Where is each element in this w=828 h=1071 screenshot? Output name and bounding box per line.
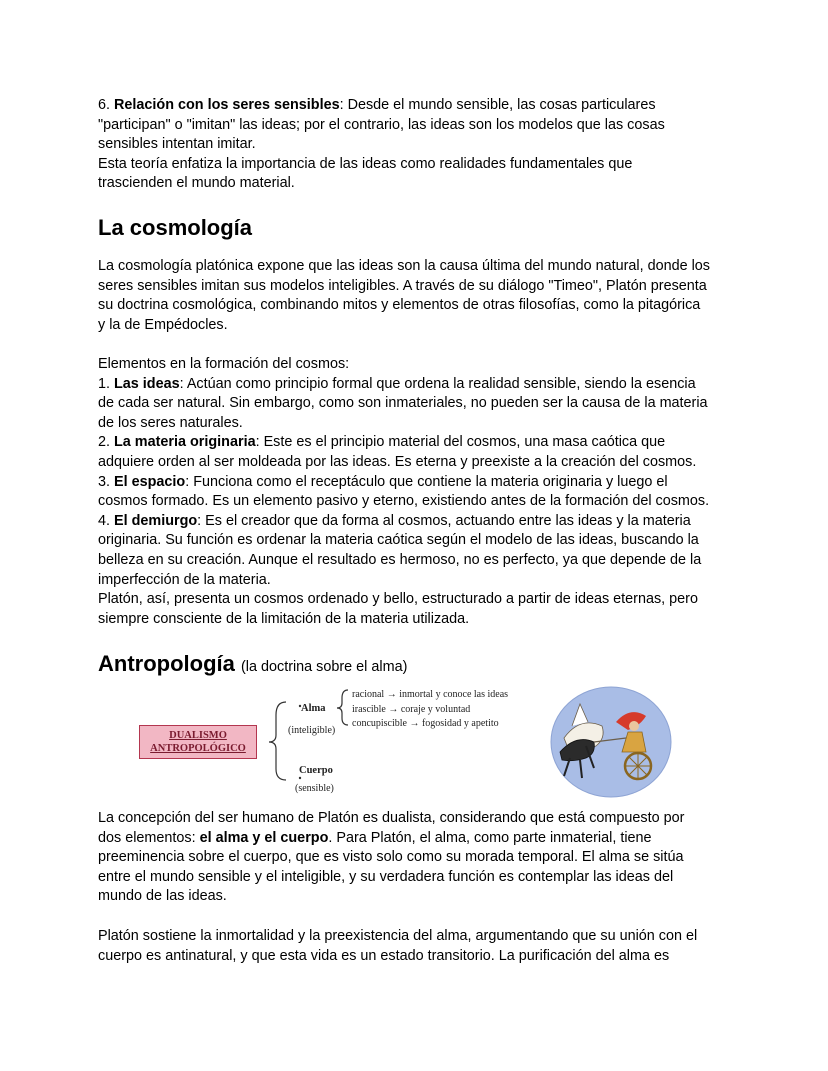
- dualism-label-box: DUALISMO ANTROPOLÓGICO: [139, 725, 257, 759]
- list-item: 3. El espacio: Funciona como el receptáculo que contiene la materia originaria y luego el: [98, 473, 668, 490]
- section-heading-antropologia: Antropología (la doctrina sobre el alma): [98, 651, 408, 676]
- item-number: 6.: [98, 97, 111, 113]
- soul-part-racional: racional → inmortal y conoce las ideas: [352, 689, 509, 700]
- list-item: 4. El demiurgo: Es el creador que da forma al cosmos, actuando entre las ideas y la materia: [98, 512, 691, 529]
- bold-term: Relación con los seres sensibles: [114, 97, 340, 113]
- antropologia-paragraph-1: La concepción del ser humano de Platón es dualista, considerando que está compuesto por dos elementos: el alma y el cuerpo. Para Platón, el alma, como parte inmaterial, tiene preeminencia sobre el cuerpo, que es visto solo como su morada temporal. El alma se sitúa entre el mundo sensible y el inteligible, y su verdadera función es contemplar las ideas del mundo de las ideas.: [98, 810, 685, 905]
- intro-paragraph: 6. Relación con los seres sensibles: Desde el mundo sensible, las cosas particulares "participan" o "imitan" las ideas; por el contrario, las ideas son los modelos que las cosas sensibles intentan imitar. Esta teoría enfatiza la importancia de las ideas como realidades fundamentales que trascienden el mundo material.: [98, 97, 665, 192]
- cuerpo-label: Cuerpo: [299, 765, 333, 776]
- soul-part-concupiscible: concupiscible → fogosidad y apetito: [352, 718, 499, 729]
- soul-part-irascible: irascible → coraje y voluntad: [352, 704, 471, 715]
- alma-label: Alma: [301, 703, 326, 714]
- section-heading-cosmologia: La cosmología: [98, 215, 253, 240]
- winged-chariot-illustration: [550, 686, 672, 798]
- dualism-diagram: [130, 680, 560, 805]
- list-heading: Elementos en la formación del cosmos:: [98, 356, 350, 372]
- alma-sublabel: (inteligible): [288, 725, 336, 736]
- section-subtitle: (la doctrina sobre el alma): [241, 659, 408, 675]
- list-item: 2. La materia originaria: Este es el principio material del cosmos, una masa caótica que: [98, 434, 666, 451]
- cosmologia-intro-paragraph: La cosmología platónica expone que las ideas son la causa última del mundo natural, donde los seres sensibles imitan sus modelos inteligibles. A través de su diálogo "Timeo", Platón presenta su doctrina cosmológica, combinando mitos y elementos de otras filosofías, como la pitagórica y la de Empédocles.: [98, 258, 711, 333]
- cuerpo-sublabel: (sensible): [295, 783, 334, 794]
- cosmos-elements-list: Elementos en la formación del cosmos: 1. Las ideas: Actúan como principio formal que ordena la realidad sensible, siendo la esencia de cada ser natural. Sin embargo, como son inmateriales, no pueden ser la causa de la materia de los seres naturales. 2. La materia originaria: Este es el principio material del cosmos, una masa caótica que adquiere orden al ser moldeada por las ideas. Es eterna y preexiste a la creación del cosmos. 3. El espacio: Funciona como el receptáculo que contiene la materia originaria y luego el cosmos formado. Es un elemento pasivo y eterno, existiendo antes de la formación del cosmos. 4. El demiurgo: Es el creador que da forma al cosmos, actuando entre las ideas y la materia originaria. Su función es ordenar la materia caótica según el modelo de las ideas, buscando la belleza en su creación. Aunque el resultado es hermoso, no es perfecto, ya que depende de la imperfección de la materia. Platón, así, presenta un cosmos ordenado y bello, estructurado a partir de ideas eternas, pero siempre consciente de la limitación de la materia utilizada.: [98, 355, 738, 629]
- antropologia-paragraph-2: Platón sostiene la inmortalidad y la preexistencia del alma, argumentando que su unión con el cuerpo es antinatural, y que esta vida es un estado transitorio. La purificación del alma es: [98, 928, 698, 964]
- list-item: 1. Las ideas: Actúan como principio formal que ordena la realidad sensible, siendo la esencia: [98, 375, 696, 392]
